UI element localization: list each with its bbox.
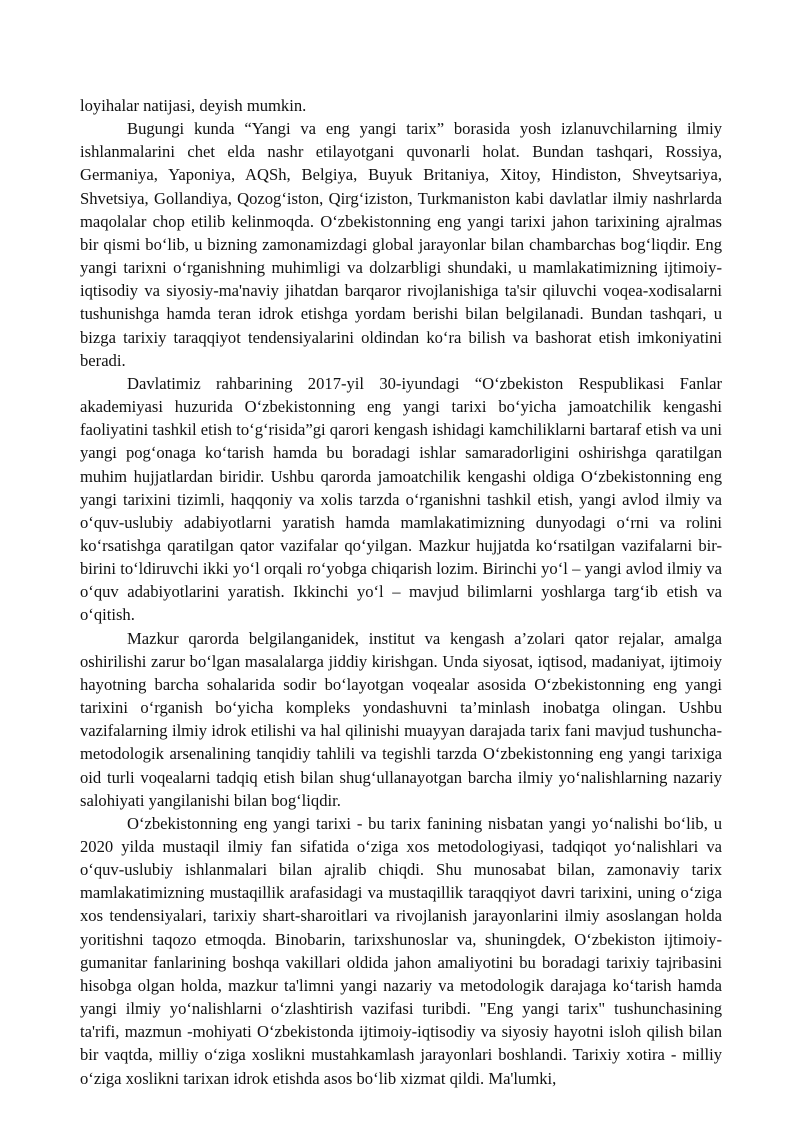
paragraph-continuation: loyihalar natijasi, deyish mumkin. [80, 96, 307, 115]
document-page [80, 94, 722, 1090]
paragraph-institute-tasks: Mazkur qarorda belgilanganidek, institut va kengash a’zolari qator rejalar, amalga oshirilishi zarur bo‘lgan masalalarga jiddiy kirishgan. Unda siyosat, iqtisod, madaniyat, ijtimoiy hayotning barcha sohalarida sodir bo‘layotgan voqealar asosida O‘zbekistonning eng yangi tarixini o‘rganish bo‘yicha kompleks yondashuvni ta’minlash inobatga olingan. Ushbu vazifalarning ilmiy idrok etilishi va hal qilinishi muayyan darajada tarix fani mavjud tushuncha-metodologik arsenalining tanqidiy tahlili va tegishli tarzda O‘zbekistonning eng yangi tarixiga oid turli voqealarni tadqiq etish bilan shug‘ullanayotgan barcha ilmiy yo‘nalishlarning nazariy salohiyati yangilanishi bilan bog‘liqdir. [80, 628, 722, 810]
paragraph-2017-decree: Davlatimiz rahbarining 2017-yil 30-iyundagi “O‘zbekiston Respublikasi Fanlar akademiyasi huzurida O‘zbekistonning eng yangi tarixi bo‘yicha jamoatchilik kengashi faoliyatini tashkil etish to‘g‘risida”gi qarori kengash ishidagi kamchiliklarni bartaraf etish va uni yangi pog‘onaga ko‘tarish hamda bu boradagi ishlar samaradorligini oshirishga qaratilgan muhim hujjatlardan biridir. Ushbu qarorda jamoatchilik kengashi oldiga O‘zbekistonning eng yangi tarixini tizimli, haqqoniy va xolis tarzda o‘rganishni tashkil etish, yangi avlod ilmiy va o‘quv-uslubiy adabiyotlarni yaratish hamda mamlakatimizning dunyodagi o‘rni va rolini ko‘rsatishga qaratilgan qator vazifalar qo‘yilgan. Mazkur hujjatda ko‘rsatilgan vazifalarni bir-birini to‘ldiruvchi ikki yo‘l orqali ro‘yobga chiqarish lozim. Birinchi yo‘l – yangi avlod ilmiy va o‘quv adabiyotlarini yaratish. Ikkinchi yo‘l – mavjud bilimlarni yoshlarga targ‘ib etish va o‘qitish. [80, 373, 722, 625]
paragraph-research-abroad: Bugungi kunda “Yangi va eng yangi tarix” borasida yosh izlanuvchilarning ilmiy ishlanmalarini chet elda nashr etilayotgani quvonarli holat. Bundan tashqari, Rossiya, Germaniya, Yaponiya, AQSh, Belgiya, Buyuk Britaniya, Xitoy, Hindiston, Shveytsariya, Shvetsiya, Gollandiya, Qozog‘iston, Qirg‘iziston, Turkmaniston kabi davlatlar ilmiy nashrlarda maqolalar chop etilib kelinmoqda. O‘zbekistonning eng yangi tarixi jahon tarixining ajralmas bir qismi bo‘lib, u bizning zamonamizdagi global jarayonlar bilan chambarchas bog‘liqdir. Eng yangi tarixni o‘rganishning muhimligi va dolzarbligi shundaki, u mamlakatimizning ijtimoiy-iqtisodiy va siyosiy-ma'naviy jihatdan barqaror rivojlanishiga ta'sir qiluvchi voqea-xodisalarni tushunishga hamda teran idrok etishga yordam berishi bilan belgilanadi. Bundan tashqari, u bizga tarixiy taraqqiyot tendensiyalarini oldindan ko‘ra bilish va bashorat etish imkoniyatini beradi. [80, 119, 722, 370]
paragraph-newest-history: O‘zbekistonning eng yangi tarixi - bu tarix fanining nisbatan yangi yo‘nalishi bo‘lib, u 2020 yilda mustaqil ilmiy fan sifatida o‘ziga xos metodologiyasi, tadqiqot yo‘nalishlari va o‘quv-uslubiy ishlanmalari bilan ajralib chiqdi. Shu munosabat bilan, zamonaviy tarix mamlakatimizning mustaqillik arafasidagi va mustaqillik taraqqiyot davri tarixini, uning o‘ziga xos tendensiyalari, tarixiy shart-sharoitlari va rivojlanish jarayonlarini ilmiy asoslangan holda yoritishni taqozo etmoqda. Binobarin, tarixshunoslar va, shuningdek, O‘zbekiston ijtimoiy-gumanitar fanlarining boshqa vakillari oldida jahon amaliyotini bu boradagi tarixiy tajribasini hisobga olgan holda, mazkur ta'limni yangi nazariy va metodologik darajaga ko‘tarish hamda yangi ilmiy yo‘nalishlarni o‘zlashtirish vazifasi turibdi. "Eng yangi tarix" tushunchasining ta'rifi, mazmun -mohiyati O‘zbekistonda ijtimoiy-iqtisodiy va siyosiy hayotni isloh qilish bilan bir vaqtda, milliy o‘ziga xoslikni mustahkamlash jarayonlari boshlandi. Tarixiy xotira - milliy o‘ziga xoslikni tarixan idrok etishda asos bo‘lib xizmat qildi. Ma'lumki, [80, 813, 722, 1088]
